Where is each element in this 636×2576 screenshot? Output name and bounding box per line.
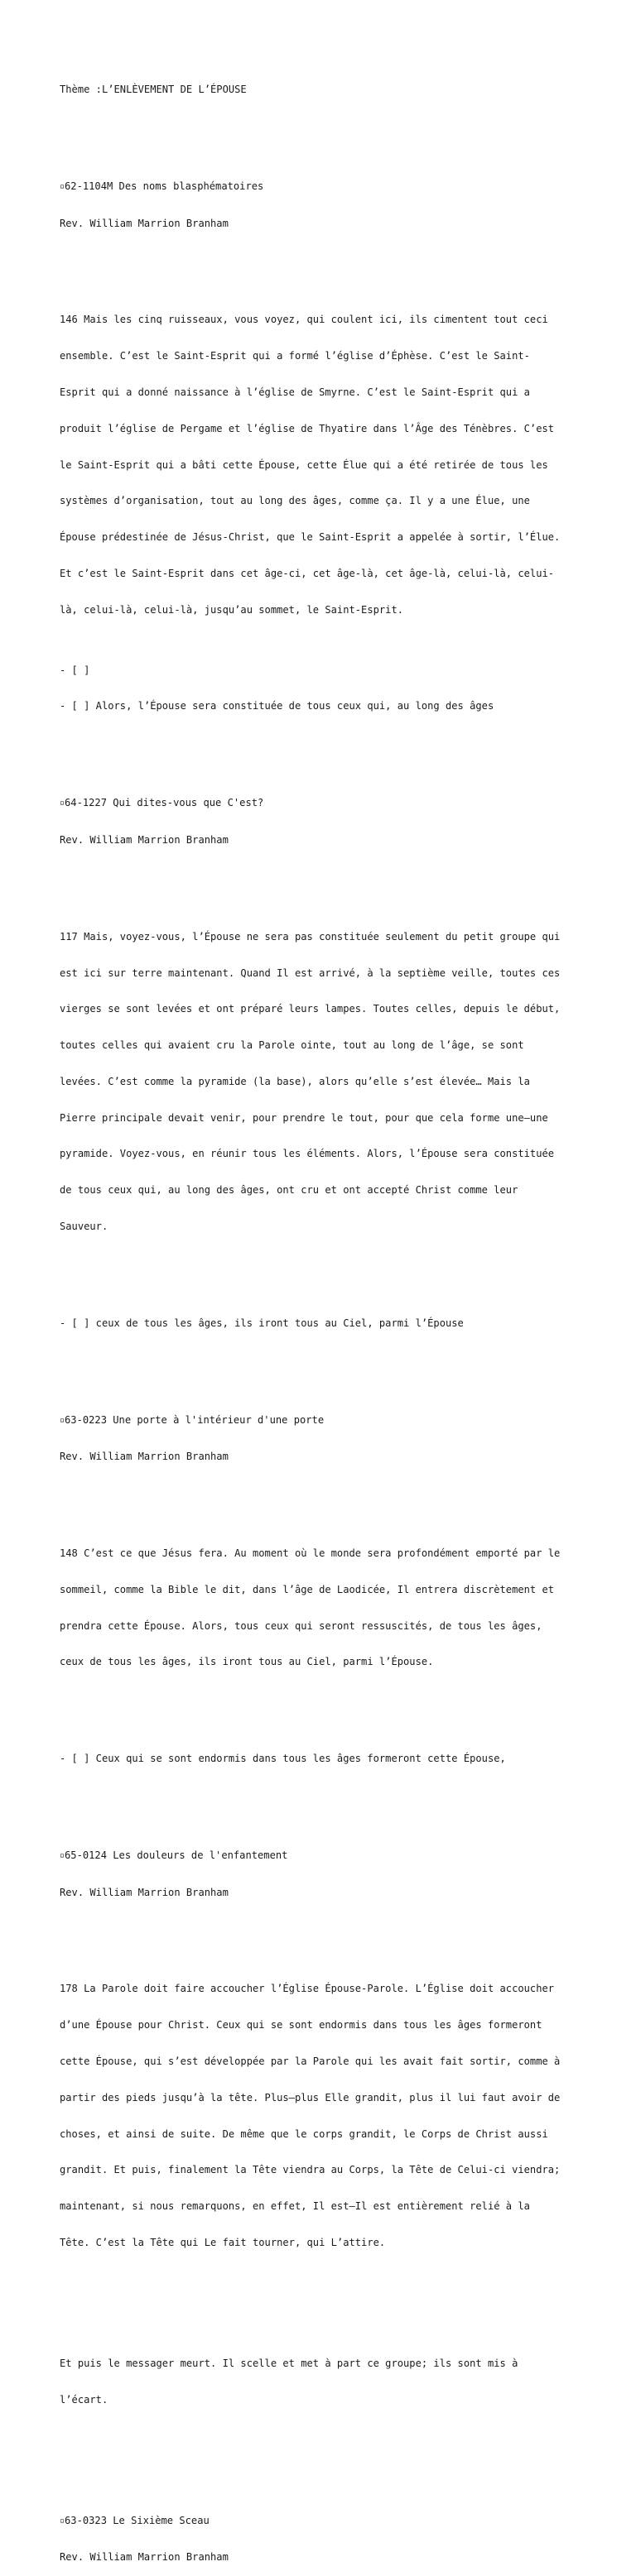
sermon-author: Rev. William Marrion Branham [60, 1886, 229, 1898]
quote-paragraph: Et puis le messager meurt. Il scelle et met à part ce groupe; ils sont mis à l’écart. [60, 2357, 518, 2406]
sermon-author: Rev. William Marrion Branham [60, 834, 229, 846]
checklist-item: - [ ] Ceux qui se sont endormis dans tous les âges formeront cette Épouse, [60, 1753, 506, 1765]
sermon-author: Rev. William Marrion Branham [60, 1451, 229, 1463]
document-icon: ▫ [60, 1415, 65, 1425]
quote-paragraph: 146 Mais les cinq ruisseaux, vous voyez, qui coulent ici, ils cimentent tout ceci ensemble. C’est le Saint-Esprit qui a formé l’église d’Éphèse. C’est le Saint- Esprit qui a donné naissance à l’église de Smyrne. C’est le Saint-Esprit qui a produit l’église de Pergame et l’église de Thyatire dans l’Âge des Ténèbres. C’est le Saint-Esprit qui a bâti cette Épouse, cette Élue qui a été retirée de tous les systèmes d’organisation, tout au long des âges, comme ça. Il y a une Élue, une Épouse prédestinée de Jésus-Christ, que le Saint-Esprit a appelée à sortir, l’Élue. Et c’est le Saint-Esprit dans cet âge-ci, cet âge-là, cet âge-là, celui-là, celui- là, celui-là, celui-là, jusqu’au sommet, le Saint-Esprit. [60, 314, 561, 616]
theme-title: Thème :L’ENLÈVEMENT DE L’ÉPOUSE [60, 84, 247, 96]
checklist-item: - [ ] [60, 664, 90, 676]
sermon-reference: ▫63-0223 Une porte à l'intérieur d'une porte [60, 1413, 325, 1426]
sermon-reference: ▫65-0124 Les douleurs de l'enfantement [60, 1849, 288, 1861]
document-icon: ▫ [60, 799, 65, 808]
quote-paragraph: 148 C’est ce que Jésus fera. Au moment où le monde sera profondément emporté par le sommeil, comme la Bible le dit, dans l’âge de Laodicée, Il entrera discrètement et prendra cette Épouse. Alors, tous ceux qui seront ressuscités, de tous les âges, ceux de tous les âges, ils iront tous au Ciel, parmi l’Épouse. [60, 1547, 561, 1668]
sermon-reference: ▫64-1227 Qui dites-vous que C'est? [60, 797, 264, 809]
document-icon: ▫ [60, 181, 65, 191]
sermon-reference: ▫62-1104M Des noms blasphématoires [60, 180, 264, 192]
quote-paragraph: 178 La Parole doit faire accoucher l’Église Épouse-Parole. L’Église doit accoucher d’une Épouse pour Christ. Ceux qui se sont endormis dans tous les âges formeront cette Épouse, qui s’est développée par la Parole qui les avait fait sortir, comme à partir des pieds jusqu’à la tête. Plus—plus Elle grandit, plus il lui faut avoir de choses, et ainsi de suite. De même que le corps grandit, le Corps de Christ aussi grandit. Et puis, finalement la Tête viendra au Corps, la Tête de Celui-ci viendra; maintenant, si nous remarquons, en effet, Il est—Il est entièrement relié à la Tête. C’est la Tête qui Le fait tourner, qui L’attire. [60, 1983, 561, 2248]
checklist-item: - [ ] Alors, l’Épouse sera constituée de tous ceux qui, au long des âges [60, 700, 494, 712]
document-icon: ▫ [60, 2516, 65, 2526]
sermon-author: Rev. William Marrion Branham [60, 217, 229, 229]
document-icon: ▫ [60, 1850, 65, 1860]
sermon-reference: ▫63-0323 Le Sixième Sceau [60, 2514, 210, 2526]
quote-paragraph: 117 Mais, voyez-vous, l’Épouse ne sera pas constituée seulement du petit groupe qui est ici sur terre maintenant. Quand Il est arrivé, à la septième veille, toutes ces vierges se sont levées et ont préparé leurs lampes. Toutes celles, depuis le début, toutes celles qui avaient cru la Parole ointe, tout au long de l’âge, se sont levées. C’est comme la pyramide (la base), alors qu’elle s’est élevée… Mais la Pierre principale devait venir, pour prendre le tout, pour que cela forme une—une pyramide. Voyez-vous, en réunir tous les éléments. Alors, l’Épouse sera constituée de tous ceux qui, au long des âges, ont cru et ont accepté Christ comme leur Sauveur. [60, 930, 561, 1232]
checklist-item: - [ ] ceux de tous les âges, ils iront tous au Ciel, parmi l’Épouse [60, 1317, 464, 1329]
sermon-author: Rev. William Marrion Branham [60, 2551, 229, 2564]
